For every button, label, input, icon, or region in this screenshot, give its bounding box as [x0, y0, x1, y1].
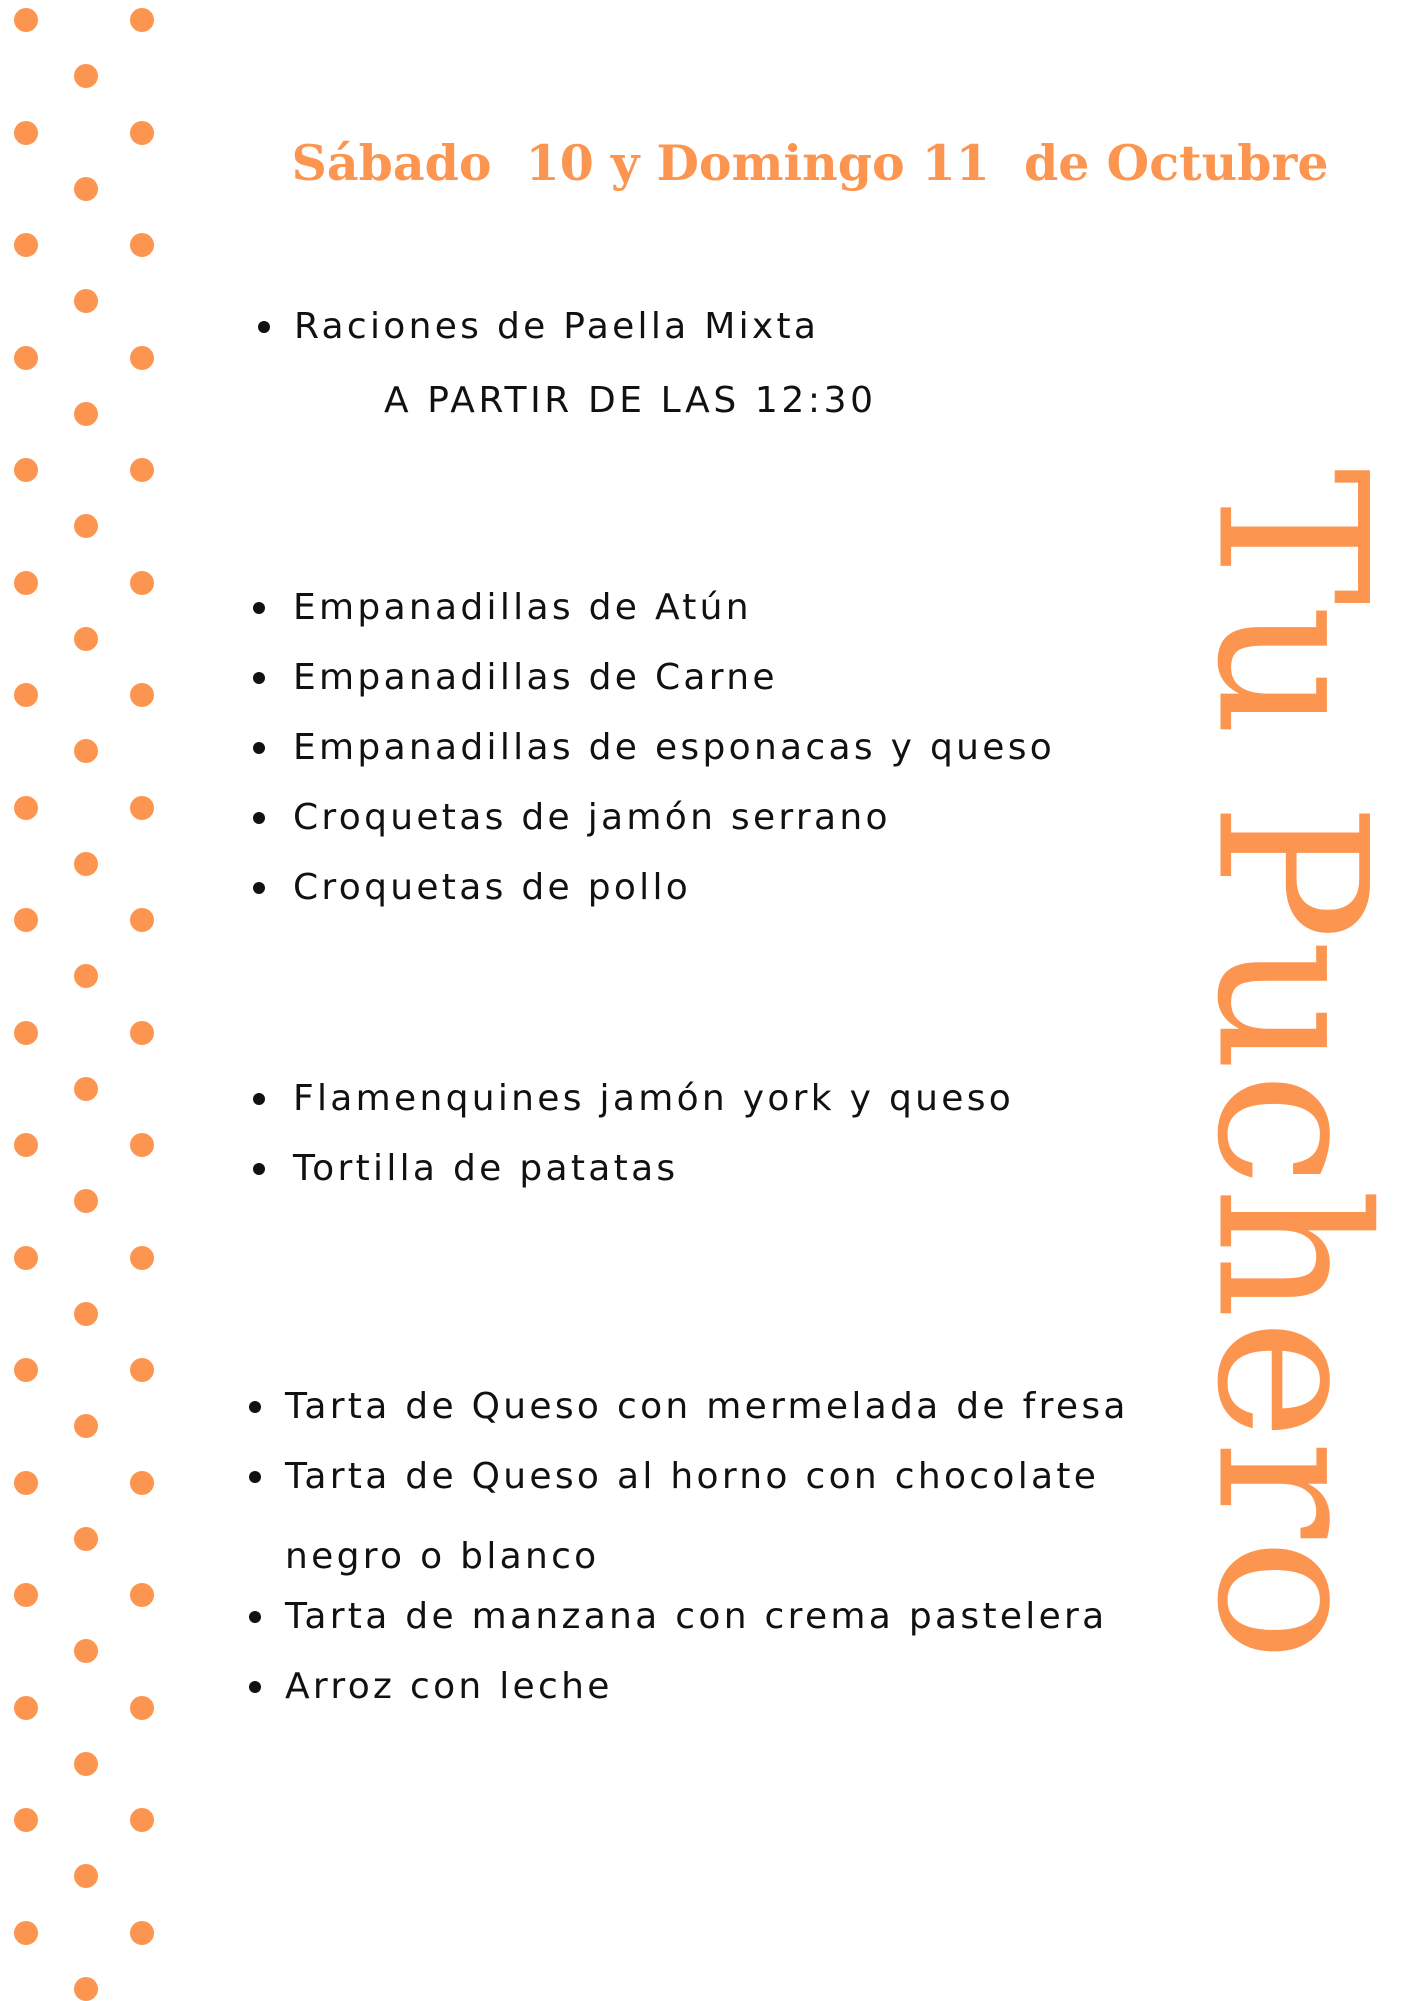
dot-icon: [130, 796, 154, 820]
dot-icon: [14, 571, 38, 595]
bullet-icon: [253, 602, 265, 614]
dot-icon: [74, 964, 98, 988]
dot-icon: [14, 1808, 38, 1832]
dot-icon: [74, 402, 98, 426]
bullet-icon: [253, 742, 265, 754]
dot-icon: [74, 627, 98, 651]
list-item-label: Empanadillas de Atún: [293, 587, 752, 628]
dot-icon: [130, 1358, 154, 1382]
dot-icon: [14, 1021, 38, 1045]
dot-icon: [14, 683, 38, 707]
dot-icon: [14, 1921, 38, 1945]
list-item: [249, 1372, 1129, 1442]
dot-icon: [14, 908, 38, 932]
dot-icon: [74, 514, 98, 538]
dot-icon: [130, 571, 154, 595]
dot-icon: [130, 121, 154, 145]
dot-icon: [14, 796, 38, 820]
bullet-icon: [253, 1163, 265, 1175]
list-item: [253, 573, 1055, 643]
bullet-icon: [249, 1471, 261, 1483]
dot-icon: [130, 1021, 154, 1045]
list-item: [253, 853, 1055, 923]
dot-icon: [130, 458, 154, 482]
dot-icon: [130, 1921, 154, 1945]
list-item-label: Empanadillas de esponacas y queso: [293, 727, 1056, 768]
bullet-icon: [253, 672, 265, 684]
dot-icon: [74, 1752, 98, 1776]
menu-section-starters: [253, 573, 1055, 923]
list-item-continuation: negro o blanco: [285, 1536, 600, 1577]
bullet-icon: [249, 1611, 261, 1623]
dot-icon: [130, 1246, 154, 1270]
dot-icon: [130, 346, 154, 370]
list-item: [253, 643, 1055, 713]
decorative-dot-pattern: [0, 0, 170, 2000]
dot-icon: [130, 1808, 154, 1832]
list-item: [253, 1134, 1014, 1204]
dot-icon: [14, 458, 38, 482]
list-item: [249, 1652, 1129, 1722]
bullet-icon: [249, 1401, 261, 1413]
dot-icon: [130, 683, 154, 707]
dot-icon: [130, 1471, 154, 1495]
bullet-icon: [253, 812, 265, 824]
dot-icon: [130, 233, 154, 257]
list-item: [258, 292, 819, 362]
dot-icon: [74, 177, 98, 201]
dot-icon: [74, 1977, 98, 2001]
dot-icon: [130, 8, 154, 32]
list-item-label: Tarta de Queso al horno con chocolate: [285, 1456, 1100, 1497]
menu-section-mains: [253, 1064, 1014, 1204]
dot-icon: [74, 1302, 98, 1326]
dot-icon: [14, 1471, 38, 1495]
list-item-label: Raciones de Paella Mixta: [294, 306, 820, 347]
dot-icon: [74, 64, 98, 88]
list-item-label: Flamenquines jamón york y queso: [293, 1078, 1015, 1119]
list-item-label: Arroz con leche: [285, 1666, 613, 1707]
dot-icon: [74, 1864, 98, 1888]
dot-icon: [74, 1189, 98, 1213]
list-item-label: Tortilla de patatas: [293, 1148, 679, 1189]
menu-section-paella: [258, 292, 819, 362]
dot-icon: [14, 346, 38, 370]
dot-icon: [14, 233, 38, 257]
list-item: [253, 1064, 1014, 1134]
dot-icon: [130, 1696, 154, 1720]
list-item: [249, 1582, 1129, 1652]
bullet-icon: [249, 1681, 261, 1693]
bullet-icon: [253, 882, 265, 894]
dot-icon: [14, 1246, 38, 1270]
dot-icon: [74, 1639, 98, 1663]
dot-icon: [14, 1696, 38, 1720]
bullet-icon: [253, 1093, 265, 1105]
dot-icon: [14, 121, 38, 145]
event-date-title: Sábado 10 y Domingo 11 de Octubre: [291, 134, 1329, 192]
paella-time-note: A PARTIR DE LAS 12:30: [384, 380, 877, 421]
dot-icon: [14, 1583, 38, 1607]
list-item-label: Empanadillas de Carne: [293, 657, 778, 698]
dot-icon: [130, 908, 154, 932]
list-item: [249, 1442, 1129, 1512]
bullet-icon: [258, 321, 270, 333]
dot-icon: [74, 289, 98, 313]
list-item: [253, 713, 1055, 783]
dot-icon: [130, 1133, 154, 1157]
dot-icon: [74, 852, 98, 876]
list-item-label: Tarta de Queso con mermelada de fresa: [285, 1386, 1129, 1427]
brand-name: Tu Puchero: [1171, 468, 1410, 1662]
list-item-label: Tarta de manzana con crema pastelera: [285, 1596, 1108, 1637]
dot-icon: [14, 1133, 38, 1157]
dot-icon: [74, 1414, 98, 1438]
list-item-label: Croquetas de jamón serrano: [293, 797, 891, 838]
dot-icon: [14, 8, 38, 32]
list-item-label: Croquetas de pollo: [293, 867, 692, 908]
dot-icon: [130, 1583, 154, 1607]
dot-icon: [74, 1527, 98, 1551]
dot-icon: [74, 1077, 98, 1101]
dot-icon: [14, 1358, 38, 1382]
dot-icon: [74, 739, 98, 763]
list-item: [253, 783, 1055, 853]
